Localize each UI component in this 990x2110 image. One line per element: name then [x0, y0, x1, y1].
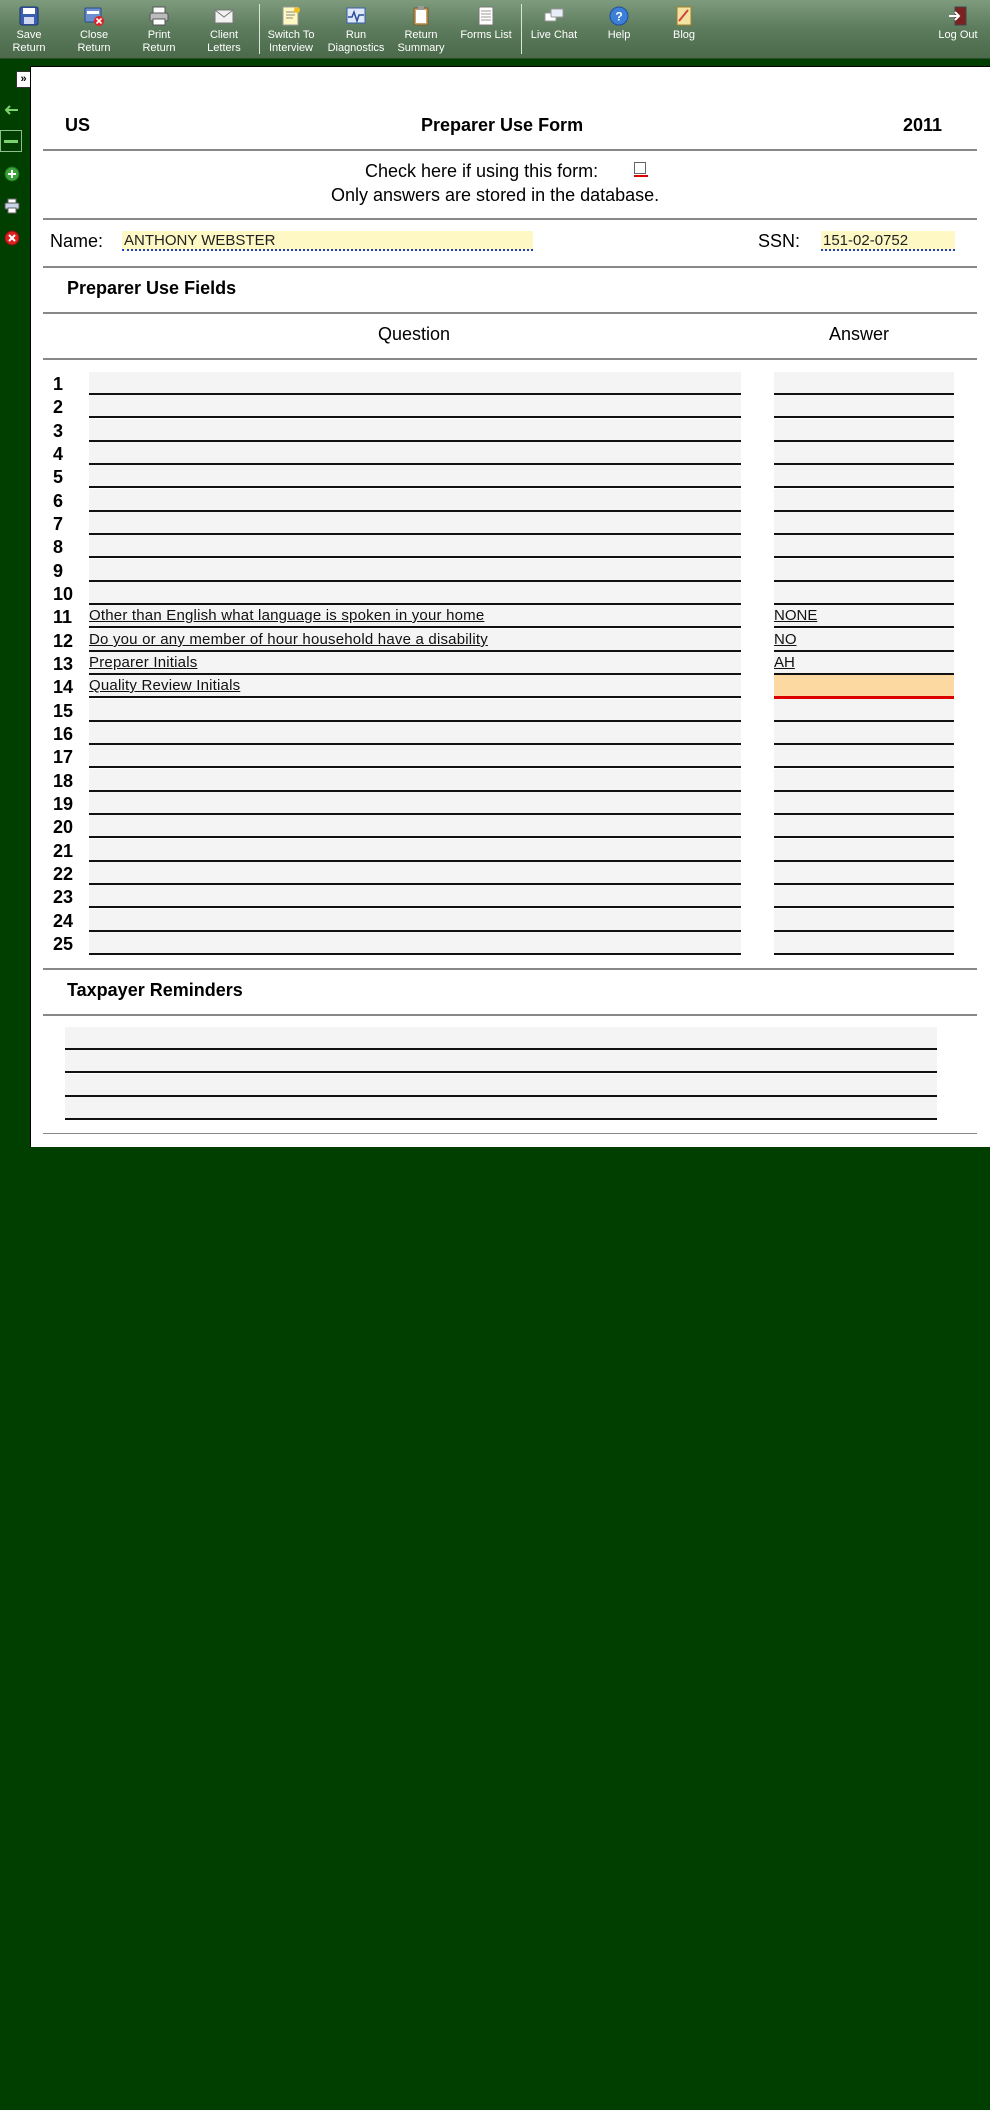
row-number: 9: [53, 561, 64, 581]
answer-field[interactable]: [774, 675, 954, 698]
divider: [43, 218, 977, 220]
form-panel: [30, 66, 990, 1147]
row-number: 18: [53, 771, 74, 791]
row-number: 16: [53, 724, 74, 744]
ssn-label: SSN:: [758, 231, 801, 251]
form-year: 2011: [903, 115, 943, 135]
svg-text:?: ?: [615, 9, 623, 24]
answer-field[interactable]: [774, 769, 954, 792]
answer-field[interactable]: [774, 699, 954, 722]
row-number: 13: [53, 654, 74, 674]
question-field[interactable]: Do you or any member of hour household have a disability: [89, 629, 741, 652]
question-field[interactable]: [89, 372, 741, 395]
row-number: 1: [53, 374, 64, 394]
answer-field[interactable]: [774, 489, 954, 512]
row-number: 20: [53, 817, 74, 837]
ssn-field[interactable]: 151-02-0752: [821, 231, 955, 251]
save-icon: [18, 5, 40, 27]
database-note: Only answers are stored in the database.: [331, 185, 660, 205]
help-icon: [608, 5, 630, 27]
question-field[interactable]: Other than English what language is spoken in your home: [89, 605, 741, 628]
row-number: 5: [53, 467, 64, 487]
print-return-button[interactable]: Print Return: [127, 2, 191, 56]
answer-field[interactable]: [774, 839, 954, 862]
reminder-field[interactable]: [65, 1074, 937, 1097]
row-number: 23: [53, 887, 74, 907]
question-field[interactable]: [89, 582, 741, 605]
row-number: 12: [53, 631, 74, 651]
chat-icon: [543, 5, 565, 27]
answer-field[interactable]: [774, 535, 954, 558]
print-icon[interactable]: [4, 198, 20, 214]
question-field[interactable]: Quality Review Initials: [89, 675, 741, 698]
answer-field[interactable]: [774, 815, 954, 838]
answer-field[interactable]: [774, 885, 954, 908]
answer-field[interactable]: NONE: [774, 605, 954, 628]
question-field[interactable]: [89, 769, 741, 792]
answer-field[interactable]: [774, 862, 954, 885]
answer-field[interactable]: [774, 792, 954, 815]
answer-field[interactable]: [774, 932, 954, 955]
envelope-icon: [213, 5, 235, 27]
answer-field[interactable]: [774, 372, 954, 395]
row-number: 7: [53, 514, 64, 534]
row-number: 15: [53, 701, 74, 721]
question-field[interactable]: [89, 862, 741, 885]
back-arrow-icon[interactable]: [4, 102, 20, 118]
divider: [43, 1133, 977, 1134]
divider: [43, 266, 977, 268]
row-number: 11: [53, 607, 73, 627]
answer-field[interactable]: [774, 465, 954, 488]
reminder-field[interactable]: [65, 1050, 937, 1073]
row-number: 14: [53, 677, 74, 697]
question-field[interactable]: [89, 535, 741, 558]
answer-field[interactable]: [774, 722, 954, 745]
question-field[interactable]: [89, 839, 741, 862]
question-field[interactable]: Preparer Initials: [89, 652, 741, 675]
row-number: 6: [53, 491, 64, 511]
help-button[interactable]: ? Help: [587, 2, 651, 56]
question-field[interactable]: [89, 465, 741, 488]
blog-icon: [673, 5, 695, 27]
name-field[interactable]: ANTHONY WEBSTER: [122, 231, 533, 251]
row-number: 17: [53, 747, 74, 767]
form-title: Preparer Use Form: [421, 115, 584, 135]
answer-field[interactable]: NO: [774, 629, 954, 652]
run-diagnostics-button[interactable]: Run Diagnostics: [324, 2, 388, 56]
delete-icon[interactable]: [4, 230, 20, 246]
add-icon[interactable]: [4, 166, 20, 182]
divider: [43, 149, 977, 151]
answer-field[interactable]: [774, 582, 954, 605]
printer-icon: [148, 5, 170, 27]
section-preparer-use-fields: Preparer Use Fields: [67, 278, 237, 298]
answer-field[interactable]: [774, 419, 954, 442]
row-number: 21: [53, 841, 74, 861]
interview-icon: [280, 5, 302, 27]
question-field[interactable]: [89, 745, 741, 768]
divider: [43, 1014, 977, 1016]
row-number: 24: [53, 911, 74, 931]
row-number: 22: [53, 864, 74, 884]
switch-to-interview-button[interactable]: Switch To Interview: [259, 2, 323, 56]
question-field[interactable]: [89, 792, 741, 815]
check-label: Check here if using this form:: [365, 161, 599, 181]
save-return-button[interactable]: Save Return: [0, 2, 61, 56]
close-return-button[interactable]: Close Return: [62, 2, 126, 56]
answer-field[interactable]: [774, 442, 954, 465]
question-field[interactable]: [89, 722, 741, 745]
divider: [43, 358, 977, 360]
question-field[interactable]: [89, 559, 741, 582]
question-field[interactable]: [89, 932, 741, 955]
divider: [43, 968, 977, 970]
reminder-field[interactable]: [65, 1027, 937, 1050]
question-field[interactable]: [89, 442, 741, 465]
question-column-header: Question: [378, 324, 451, 344]
question-field[interactable]: [89, 699, 741, 722]
live-chat-button[interactable]: Live Chat: [522, 2, 586, 56]
answer-column-header: Answer: [829, 324, 890, 344]
answer-field[interactable]: [774, 909, 954, 932]
row-number: 10: [53, 584, 74, 604]
question-field[interactable]: [89, 395, 741, 418]
expand-panel-button[interactable]: »: [16, 71, 31, 88]
question-field[interactable]: [89, 909, 741, 932]
form-jurisdiction: US: [65, 115, 91, 135]
question-field[interactable]: [89, 419, 741, 442]
row-number: 25: [53, 934, 74, 954]
logout-icon: [947, 5, 969, 27]
return-summary-button[interactable]: Return Summary: [389, 2, 453, 56]
divider: [43, 312, 977, 314]
minus-icon: [3, 135, 19, 147]
clipboard-icon: [410, 5, 432, 27]
row-number: 19: [53, 794, 74, 814]
name-label: Name:: [50, 231, 104, 251]
log-out-button[interactable]: Log Out: [926, 2, 990, 56]
reminder-field[interactable]: [65, 1097, 937, 1120]
minimize-rail-button[interactable]: [0, 130, 22, 152]
section-taxpayer-reminders: Taxpayer Reminders: [67, 980, 243, 1000]
question-field[interactable]: [89, 815, 741, 838]
row-number: 4: [53, 444, 64, 464]
toolbar: [0, 0, 990, 59]
diagnostics-icon: [345, 5, 367, 27]
forms-list-icon: [475, 5, 497, 27]
question-field[interactable]: [89, 512, 741, 535]
checkbox-error-mark: [634, 175, 648, 177]
answer-field[interactable]: [774, 559, 954, 582]
row-number: 2: [53, 397, 64, 417]
answer-field[interactable]: [774, 395, 954, 418]
row-number: 3: [53, 421, 64, 441]
answer-field[interactable]: AH: [774, 652, 954, 675]
client-letters-button[interactable]: Client Letters: [192, 2, 256, 56]
forms-list-button[interactable]: Forms List: [454, 2, 518, 56]
blog-button[interactable]: Blog: [652, 2, 716, 56]
use-form-checkbox[interactable]: [634, 162, 646, 174]
answer-field[interactable]: [774, 745, 954, 768]
row-number: 8: [53, 537, 64, 557]
close-return-icon: [83, 5, 105, 27]
question-field[interactable]: [89, 489, 741, 512]
answer-field[interactable]: [774, 512, 954, 535]
question-field[interactable]: [89, 885, 741, 908]
